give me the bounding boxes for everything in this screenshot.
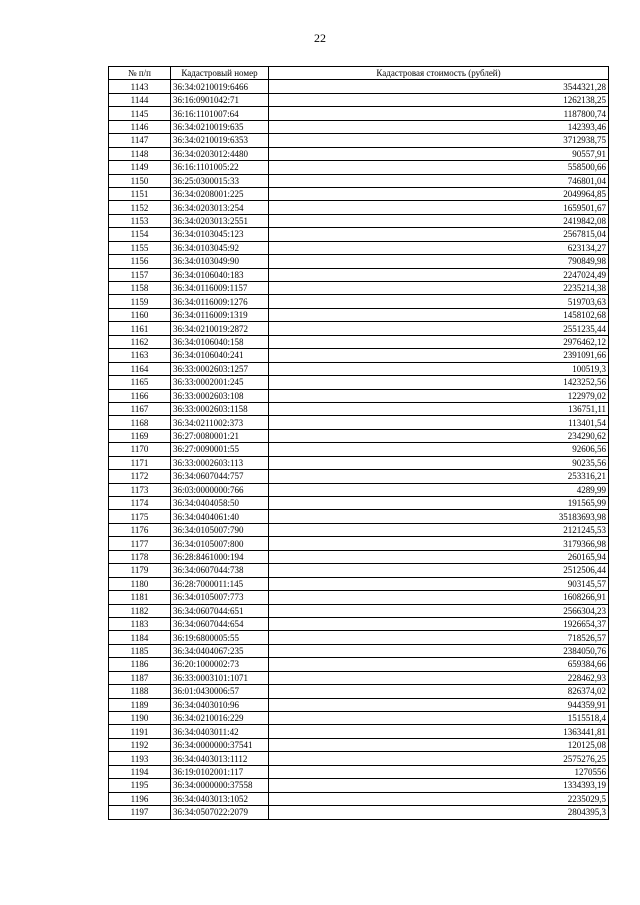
row-number-cell: 1166	[109, 389, 171, 402]
table-row	[109, 416, 609, 429]
table-row	[109, 107, 609, 120]
cadastral-value-cell: 1515518,4	[269, 712, 609, 725]
table-row	[109, 591, 609, 604]
row-number-cell: 1194	[109, 765, 171, 778]
table-row	[109, 550, 609, 563]
cadastral-value-cell: 790849,98	[269, 255, 609, 268]
cadastral-number-cell: 36:34:0106040:183	[171, 268, 269, 281]
row-number-cell: 1153	[109, 214, 171, 227]
table-row	[109, 402, 609, 415]
table-row	[109, 429, 609, 442]
cadastral-number-cell: 36:16:1101005:22	[171, 161, 269, 174]
cadastral-value-cell: 142393,46	[269, 120, 609, 133]
cadastral-value-cell: 519703,63	[269, 295, 609, 308]
cadastral-number-cell: 36:33:0002603:1257	[171, 362, 269, 375]
cadastral-number-cell: 36:27:0080001:21	[171, 429, 269, 442]
row-number-cell: 1170	[109, 443, 171, 456]
row-number-cell: 1167	[109, 402, 171, 415]
cadastral-number-cell: 36:34:0404067:235	[171, 644, 269, 657]
table-row	[109, 214, 609, 227]
cadastral-value-cell: 1423252,56	[269, 376, 609, 389]
row-number-cell: 1165	[109, 376, 171, 389]
cadastral-number-cell: 36:25:0300015:33	[171, 174, 269, 187]
cadastral-number-cell: 36:19:0102001:117	[171, 765, 269, 778]
cadastral-value-cell: 90235,56	[269, 456, 609, 469]
row-number-cell: 1157	[109, 268, 171, 281]
table-row	[109, 792, 609, 805]
table-row	[109, 268, 609, 281]
cadastral-number-cell: 36:34:0103049:90	[171, 255, 269, 268]
cadastral-number-cell: 36:34:0103045:92	[171, 241, 269, 254]
table-row	[109, 80, 609, 93]
cadastral-value-cell: 2247024,49	[269, 268, 609, 281]
table-row	[109, 134, 609, 147]
cadastral-number-cell: 36:16:1101007:64	[171, 107, 269, 120]
cadastral-value-cell: 2976462,12	[269, 335, 609, 348]
row-number-cell: 1172	[109, 470, 171, 483]
cadastral-number-cell: 36:01:0430006:57	[171, 685, 269, 698]
cadastral-number-cell: 36:34:0210019:635	[171, 120, 269, 133]
cadastral-value-cell: 2235214,38	[269, 282, 609, 295]
row-number-cell: 1180	[109, 577, 171, 590]
cadastral-number-cell: 36:33:0003101:1071	[171, 671, 269, 684]
cadastral-number-cell: 36:19:6800005:55	[171, 631, 269, 644]
cadastral-number-cell: 36:28:8461000:194	[171, 550, 269, 563]
cadastral-number-cell: 36:34:0210016:229	[171, 712, 269, 725]
cadastral-number-cell: 36:34:0403013:1052	[171, 792, 269, 805]
cadastral-number-cell: 36:34:0607044:651	[171, 604, 269, 617]
table-row	[109, 806, 609, 819]
table-row	[109, 161, 609, 174]
row-number-cell: 1181	[109, 591, 171, 604]
cadastral-value-cell: 90557,91	[269, 147, 609, 160]
cadastral-value-cell: 3712938,75	[269, 134, 609, 147]
table-row	[109, 497, 609, 510]
cadastral-number-cell: 36:33:0002001:245	[171, 376, 269, 389]
cadastral-value-cell: 746801,04	[269, 174, 609, 187]
row-number-cell: 1177	[109, 537, 171, 550]
cadastral-number-cell: 36:34:0507022:2079	[171, 806, 269, 819]
cadastral-number-cell: 36:34:0210019:6353	[171, 134, 269, 147]
table-row	[109, 362, 609, 375]
cadastral-number-cell: 36:34:0000000:37558	[171, 779, 269, 792]
row-number-cell: 1187	[109, 671, 171, 684]
cadastral-number-cell: 36:34:0000000:37541	[171, 738, 269, 751]
table-row	[109, 174, 609, 187]
row-number-cell: 1173	[109, 483, 171, 496]
row-number-cell: 1162	[109, 335, 171, 348]
cadastral-number-cell: 36:03:0000000:766	[171, 483, 269, 496]
cadastral-number-cell: 36:34:0403010:96	[171, 698, 269, 711]
cadastral-value-cell: 2384050,76	[269, 644, 609, 657]
cadastral-value-cell: 234290,62	[269, 429, 609, 442]
cadastral-number-cell: 36:34:0208001:225	[171, 187, 269, 200]
row-number-cell: 1174	[109, 497, 171, 510]
row-number-cell: 1178	[109, 550, 171, 563]
row-number-cell: 1148	[109, 147, 171, 160]
table-row	[109, 658, 609, 671]
cadastral-number-cell: 36:34:0105007:790	[171, 523, 269, 536]
table-row	[109, 523, 609, 536]
row-number-cell: 1171	[109, 456, 171, 469]
cadastral-number-cell: 36:33:0002603:113	[171, 456, 269, 469]
table-row	[109, 187, 609, 200]
cadastral-value-cell: 136751,11	[269, 402, 609, 415]
cadastral-value-cell: 2804395,3	[269, 806, 609, 819]
row-number-cell: 1143	[109, 80, 171, 93]
cadastral-number-cell: 36:34:0403013:1112	[171, 752, 269, 765]
cadastral-value-table	[108, 66, 609, 820]
cadastral-value-cell: 2512506,44	[269, 564, 609, 577]
cadastral-number-cell: 36:34:0116009:1276	[171, 295, 269, 308]
cadastral-value-cell: 1270556	[269, 765, 609, 778]
row-number-cell: 1195	[109, 779, 171, 792]
cadastral-number-cell: 36:33:0002603:1158	[171, 402, 269, 415]
table-header-row	[109, 67, 609, 80]
table-row	[109, 765, 609, 778]
row-number-cell: 1160	[109, 308, 171, 321]
cadastral-value-cell: 659384,66	[269, 658, 609, 671]
cadastral-number-cell: 36:34:0106040:158	[171, 335, 269, 348]
cadastral-number-cell: 36:34:0210019:6466	[171, 80, 269, 93]
row-number-cell: 1193	[109, 752, 171, 765]
table-row	[109, 564, 609, 577]
table-row	[109, 738, 609, 751]
cadastral-value-cell: 122979,02	[269, 389, 609, 402]
cadastral-value-cell: 1187800,74	[269, 107, 609, 120]
cadastral-value-cell: 623134,27	[269, 241, 609, 254]
row-number-cell: 1169	[109, 429, 171, 442]
table-row	[109, 349, 609, 362]
page-number: 22	[314, 31, 326, 45]
table-row	[109, 685, 609, 698]
table-row	[109, 241, 609, 254]
row-number-cell: 1168	[109, 416, 171, 429]
table-row	[109, 282, 609, 295]
cadastral-value-cell: 228462,93	[269, 671, 609, 684]
row-number-cell: 1197	[109, 806, 171, 819]
cadastral-value-cell: 35183693,98	[269, 510, 609, 523]
cadastral-number-cell: 36:33:0002603:108	[171, 389, 269, 402]
cadastral-value-cell: 253316,21	[269, 470, 609, 483]
row-number-cell: 1149	[109, 161, 171, 174]
row-number-cell: 1182	[109, 604, 171, 617]
cadastral-number-cell: 36:34:0203013:254	[171, 201, 269, 214]
cadastral-value-cell: 1659501,67	[269, 201, 609, 214]
row-number-cell: 1184	[109, 631, 171, 644]
table-row	[109, 443, 609, 456]
row-number-cell: 1164	[109, 362, 171, 375]
cadastral-value-cell: 4289,99	[269, 483, 609, 496]
cadastral-value-cell: 1608266,91	[269, 591, 609, 604]
header-row-number: № п/п	[109, 67, 171, 80]
cadastral-value-cell: 2049964,85	[269, 187, 609, 200]
table-row	[109, 483, 609, 496]
table-row	[109, 752, 609, 765]
cadastral-value-cell: 1926654,37	[269, 617, 609, 630]
cadastral-value-cell: 92606,56	[269, 443, 609, 456]
cadastral-number-cell: 36:34:0210019:2872	[171, 322, 269, 335]
cadastral-number-cell: 36:34:0211002:373	[171, 416, 269, 429]
cadastral-value-cell: 120125,08	[269, 738, 609, 751]
table-row	[109, 389, 609, 402]
row-number-cell: 1163	[109, 349, 171, 362]
cadastral-number-cell: 36:34:0106040:241	[171, 349, 269, 362]
table-row	[109, 671, 609, 684]
row-number-cell: 1179	[109, 564, 171, 577]
table-row	[109, 470, 609, 483]
table-body	[109, 80, 609, 819]
cadastral-value-cell: 1363441,81	[269, 725, 609, 738]
cadastral-value-cell: 191565,99	[269, 497, 609, 510]
cadastral-value-cell: 3544321,28	[269, 80, 609, 93]
cadastral-number-cell: 36:28:7000011:145	[171, 577, 269, 590]
table-row	[109, 120, 609, 133]
row-number-cell: 1191	[109, 725, 171, 738]
table-row	[109, 779, 609, 792]
cadastral-value-cell: 113401,54	[269, 416, 609, 429]
row-number-cell: 1150	[109, 174, 171, 187]
cadastral-number-cell: 36:34:0203013:2551	[171, 214, 269, 227]
cadastral-value-cell: 2121245,53	[269, 523, 609, 536]
table-row	[109, 712, 609, 725]
cadastral-number-cell: 36:34:0607044:757	[171, 470, 269, 483]
table-row	[109, 255, 609, 268]
cadastral-value-cell: 2566304,23	[269, 604, 609, 617]
cadastral-number-cell: 36:34:0105007:773	[171, 591, 269, 604]
cadastral-number-cell: 36:34:0105007:800	[171, 537, 269, 550]
table-row	[109, 698, 609, 711]
cadastral-number-cell: 36:34:0404061:40	[171, 510, 269, 523]
row-number-cell: 1189	[109, 698, 171, 711]
cadastral-value-cell: 718526,57	[269, 631, 609, 644]
row-number-cell: 1144	[109, 93, 171, 106]
row-number-cell: 1155	[109, 241, 171, 254]
row-number-cell: 1175	[109, 510, 171, 523]
row-number-cell: 1196	[109, 792, 171, 805]
row-number-cell: 1159	[109, 295, 171, 308]
header-cadastral-number: Кадастровый номер	[171, 67, 269, 80]
table-row	[109, 308, 609, 321]
row-number-cell: 1154	[109, 228, 171, 241]
row-number-cell: 1188	[109, 685, 171, 698]
cadastral-value-cell: 2391091,66	[269, 349, 609, 362]
cadastral-number-cell: 36:34:0403011:42	[171, 725, 269, 738]
cadastral-value-cell: 2235029,5	[269, 792, 609, 805]
row-number-cell: 1158	[109, 282, 171, 295]
table-row	[109, 228, 609, 241]
cadastral-number-cell: 36:34:0116009:1319	[171, 308, 269, 321]
cadastral-value-cell: 2575276,25	[269, 752, 609, 765]
table-row	[109, 322, 609, 335]
row-number-cell: 1192	[109, 738, 171, 751]
cadastral-value-cell: 944359,91	[269, 698, 609, 711]
cadastral-number-cell: 36:34:0404058:50	[171, 497, 269, 510]
cadastral-value-cell: 558500,66	[269, 161, 609, 174]
table-row	[109, 577, 609, 590]
table-row	[109, 604, 609, 617]
row-number-cell: 1176	[109, 523, 171, 536]
table-row	[109, 725, 609, 738]
row-number-cell: 1145	[109, 107, 171, 120]
row-number-cell: 1146	[109, 120, 171, 133]
table-row	[109, 510, 609, 523]
table-row	[109, 617, 609, 630]
row-number-cell: 1151	[109, 187, 171, 200]
row-number-cell: 1185	[109, 644, 171, 657]
cadastral-value-cell: 2419842,08	[269, 214, 609, 227]
cadastral-value-cell: 903145,57	[269, 577, 609, 590]
cadastral-number-cell: 36:34:0607044:654	[171, 617, 269, 630]
cadastral-value-cell: 2567815,04	[269, 228, 609, 241]
table-row	[109, 147, 609, 160]
cadastral-value-cell: 3179366,98	[269, 537, 609, 550]
cadastral-value-cell: 1458102,68	[269, 308, 609, 321]
cadastral-value-cell: 2551235,44	[269, 322, 609, 335]
row-number-cell: 1147	[109, 134, 171, 147]
table-row	[109, 456, 609, 469]
table-row	[109, 537, 609, 550]
table-row	[109, 295, 609, 308]
cadastral-number-cell: 36:34:0116009:1157	[171, 282, 269, 295]
table-row	[109, 644, 609, 657]
cadastral-value-cell: 100519,3	[269, 362, 609, 375]
cadastral-value-cell: 1334393,19	[269, 779, 609, 792]
table-row	[109, 376, 609, 389]
row-number-cell: 1186	[109, 658, 171, 671]
table-row	[109, 93, 609, 106]
row-number-cell: 1190	[109, 712, 171, 725]
cadastral-number-cell: 36:27:0090001:55	[171, 443, 269, 456]
cadastral-number-cell: 36:34:0203012:4480	[171, 147, 269, 160]
cadastral-value-cell: 826374,02	[269, 685, 609, 698]
cadastral-value-cell: 260165,94	[269, 550, 609, 563]
cadastral-number-cell: 36:34:0607044:738	[171, 564, 269, 577]
row-number-cell: 1161	[109, 322, 171, 335]
row-number-cell: 1152	[109, 201, 171, 214]
cadastral-number-cell: 36:34:0103045:123	[171, 228, 269, 241]
row-number-cell: 1183	[109, 617, 171, 630]
cadastral-number-cell: 36:20:1000002:73	[171, 658, 269, 671]
header-cadastral-value: Кадастровая стоимость (рублей)	[269, 67, 609, 80]
cadastral-number-cell: 36:16:0901042:71	[171, 93, 269, 106]
table-row	[109, 335, 609, 348]
table-row	[109, 201, 609, 214]
row-number-cell: 1156	[109, 255, 171, 268]
table-row	[109, 631, 609, 644]
cadastral-value-cell: 1262138,25	[269, 93, 609, 106]
